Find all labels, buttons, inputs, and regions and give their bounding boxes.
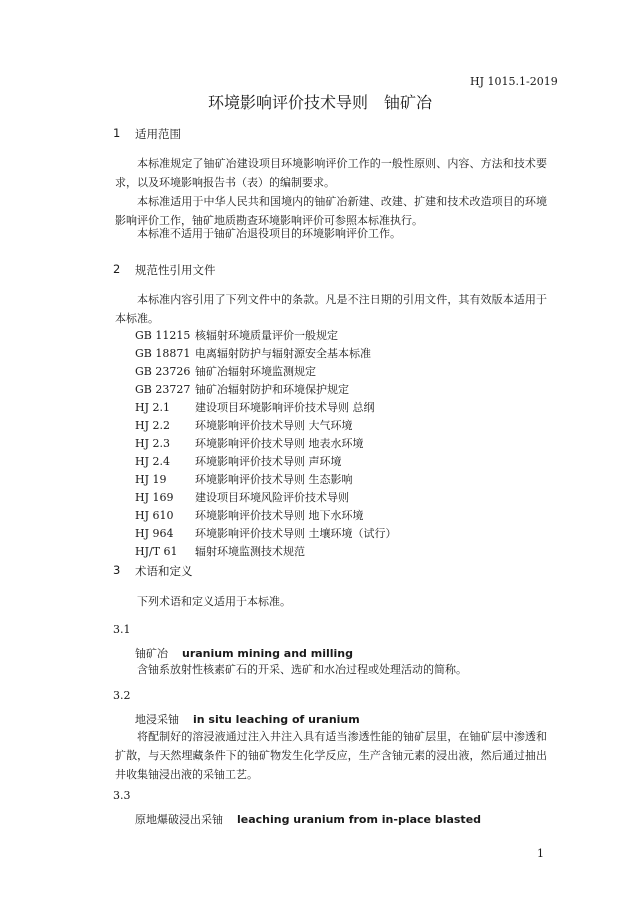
reference-name: 建设项目环境影响评价技术导则 总纲 [195,401,375,414]
term-heading [135,711,360,727]
section-number: 3 [113,563,121,577]
reference-item [135,399,375,415]
reference-code: HJ 19 [135,473,167,486]
term-english: uranium mining and milling [182,647,353,660]
section-title: 适用范围 [135,127,181,141]
reference-item [135,327,338,343]
section-1-heading [0,126,640,142]
reference-code: GB 18871 [135,347,191,360]
paragraph: 下列术语和定义适用于本标准。 [137,595,291,608]
reference-item [135,435,364,451]
reference-name: 辐射环境监测技术规范 [195,545,305,558]
paragraph: 本标准规定了铀矿冶建设项目环境影响评价工作的一般性原则、内容、方法和技术要求，以及环境影响报告书（表）的编制要求。 [115,157,547,189]
reference-item [135,471,353,487]
reference-name: 铀矿冶辐射防护和环境保护规定 [195,383,349,396]
section-number: 1 [113,126,121,140]
reference-code: HJ 2.1 [135,401,170,414]
reference-item [135,381,349,397]
term-number: 3.1 [113,623,131,636]
section-2-heading [0,262,640,278]
section-number: 2 [113,262,121,276]
reference-code: HJ 964 [135,527,174,540]
term-chinese: 地浸采铀 [135,713,179,726]
reference-item [135,417,353,433]
reference-code: GB 23727 [135,383,191,396]
section-3-heading [0,563,640,579]
term-chinese: 铀矿冶 [135,647,168,660]
reference-name: 核辐射环境质量评价一般规定 [195,329,338,342]
term-english: leaching uranium from in-place blasted [237,813,482,826]
document-title: 环境影响评价技术导则 铀矿冶 [207,93,432,112]
reference-code: HJ 610 [135,509,174,522]
reference-name: 环境影响评价技术导则 地下水环境 [195,509,364,522]
reference-code: HJ 2.3 [135,437,170,450]
term-number: 3.2 [113,689,131,702]
reference-code: HJ 169 [135,491,174,504]
term-heading [135,811,481,827]
term-heading [135,645,353,661]
term-chinese: 原地爆破浸出采铀 [135,813,223,826]
term-english: in situ leaching of uranium [193,713,360,726]
reference-item [135,489,349,505]
reference-code: GB 11215 [135,329,191,342]
reference-item [135,543,305,559]
reference-item [135,507,364,523]
reference-name: 环境影响评价技术导则 土壤环境（试行） [195,527,397,540]
reference-name: 电离辐射防护与辐射源安全基本标准 [195,347,371,360]
reference-name: 铀矿冶辐射环境监测规定 [195,365,316,378]
reference-name: 环境影响评价技术导则 声环境 [195,455,342,468]
paragraph: 本标准适用于中华人民共和国境内的铀矿冶新建、改建、扩建和技术改造项目的环境影响评价工作，铀矿地质勘查环境影响评价可参照本标准执行。 [115,195,547,227]
reference-item [135,525,397,541]
reference-item [135,453,342,469]
term-definition: 将配制好的溶浸液通过注入井注入具有适当渗透性能的铀矿层里，在铀矿层中渗透和扩散，与天然埋藏条件下的铀矿物发生化学反应，生产含铀元素的浸出液，然后通过抽出井收集铀浸出液的采铀工艺。 [115,730,547,781]
reference-item [135,345,371,361]
reference-code: GB 23726 [135,365,191,378]
section-title: 规范性引用文件 [135,263,216,277]
reference-name: 环境影响评价技术导则 生态影响 [195,473,353,486]
term-number: 3.3 [113,789,131,802]
reference-code: HJ/T 61 [135,545,178,558]
paragraph: 本标准不适用于铀矿冶退役项目的环境影响评价工作。 [137,227,401,240]
reference-code: HJ 2.4 [135,455,170,468]
reference-name: 环境影响评价技术导则 地表水环境 [195,437,364,450]
term-definition: 含铀系放射性核素矿石的开采、选矿和水冶过程或处理活动的简称。 [137,663,467,676]
reference-name: 环境影响评价技术导则 大气环境 [195,419,353,432]
paragraph: 本标准内容引用了下列文件中的条款。凡是不注日期的引用文件，其有效版本适用于本标准。 [115,293,547,325]
reference-code: HJ 2.2 [135,419,170,432]
standard-code: HJ 1015.1-2019 [470,75,558,88]
reference-item [135,363,316,379]
page-number: 1 [537,847,544,860]
reference-name: 建设项目环境风险评价技术导则 [195,491,349,504]
section-title: 术语和定义 [135,564,193,578]
